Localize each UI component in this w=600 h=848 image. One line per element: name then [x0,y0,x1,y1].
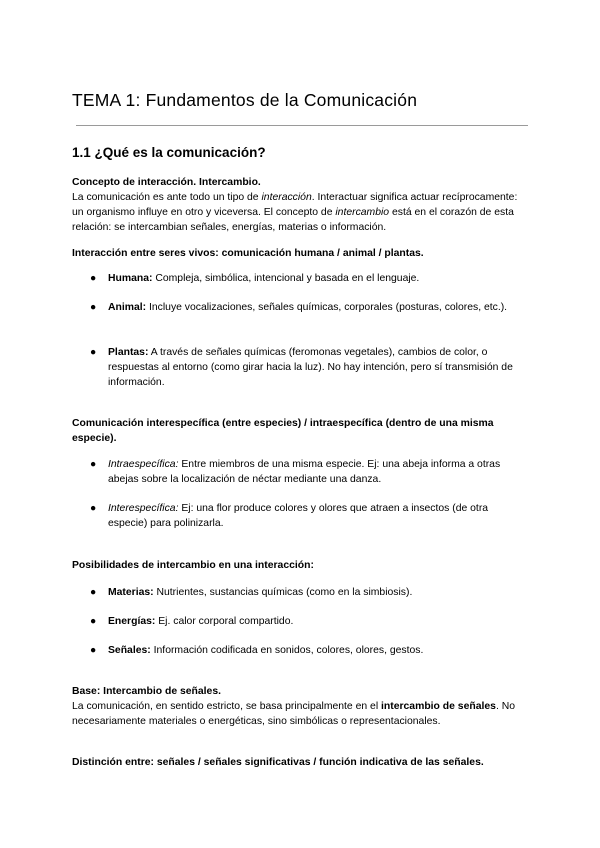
inter-intra-heading: Comunicación interespecífica (entre especies) / intraespecífica (dentro de una misma especie). [72,418,494,444]
item-text: Ej. calor corporal compartido. [155,616,294,627]
title-divider [76,125,528,126]
item-label: Señales: [108,645,151,656]
base-bold-1: intercambio de señales [381,701,496,712]
distincion-heading: Distinción entre: señales / señales significativas / función indicativa de las señales. [72,757,484,768]
inter-intra-list [72,457,528,487]
concepto-italic-1: interacción [261,192,312,203]
page-title: TEMA 1: Fundamentos de la Comunicación [72,90,418,110]
concepto-text-2: . Interactuar significa actuar recíprocamente: un organismo influye en otro y viceversa. El concepto de [72,192,518,218]
item-label: Intraespecífica: [108,459,179,470]
list-item [72,501,528,531]
concepto-text-1: La comunicación es ante todo un tipo de [72,192,262,203]
list-item [72,614,528,629]
item-label: Energías: [108,616,156,627]
posibilidades-list-3 [72,643,528,658]
list-item [72,345,528,390]
list-item [72,643,528,658]
bullet-icon: ● [90,645,97,656]
concepto-paragraph [72,190,528,235]
item-text: Compleja, simbólica, intencional y basada en el lenguaje. [152,273,420,284]
item-text: Entre miembros de una misma especie. Ej: una abeja informa a otras abejas sobre la localización de néctar mediante una danza. [108,459,501,485]
inter-intra-list-2 [72,501,528,531]
list-item [72,585,528,600]
concepto-text-3: está en el corazón de esta relación: se intercambian señales, energías, materias o información. [72,207,514,233]
item-label: Materias: [108,587,154,598]
bullet-icon: ● [90,459,97,470]
item-label: Interespecífica: [108,503,179,514]
list-item [72,457,528,487]
base-block [72,684,528,729]
item-text: Ej: una flor produce colores y olores que atraen a insectos (de otra especie) para polinizarla. [108,503,489,529]
list-item [72,300,528,315]
base-text-1: La comunicación, en sentido estricto, se basa principalmente en el [72,701,382,712]
base-text-2: . No necesariamente materiales o energéticas, sino simbólicas o representacionales. [72,701,515,727]
item-text: Incluye vocalizaciones, señales químicas, corporales (posturas, colores, etc.). [146,302,508,313]
bullet-icon: ● [90,273,97,284]
bullet-icon: ● [90,503,97,514]
bullet-icon: ● [90,347,97,358]
bullet-icon: ● [90,302,97,313]
interaccion-list-3 [72,345,528,390]
item-text: Nutrientes, sustancias químicas (como en la simbiosis). [153,587,413,598]
posibilidades-heading: Posibilidades de intercambio en una interacción: [72,560,314,571]
bullet-icon: ● [90,616,97,627]
section-heading: 1.1 ¿Qué es la comunicación? [72,145,266,160]
interaccion-block [72,246,528,261]
interaccion-heading: Interacción entre seres vivos: comunicación humana / animal / plantas. [72,248,424,259]
item-text: Información codificada en sonidos, colores, olores, gestos. [150,645,424,656]
item-label: Humana: [108,273,153,284]
concepto-italic-2: intercambio [335,207,390,218]
posibilidades-block [72,558,528,573]
base-paragraph [72,699,528,729]
distincion-block [72,755,528,770]
posibilidades-list-2 [72,614,528,629]
item-label: Plantas: [108,347,149,358]
concepto-block [72,175,528,235]
base-heading: Base: Intercambio de señales. [72,686,221,697]
list-item [72,271,528,286]
concepto-heading: Concepto de interacción. Intercambio. [72,177,261,188]
item-text: A través de señales químicas (feromonas vegetales), cambios de color, o respuestas al entorno (como girar hacia la luz). No hay intención, pero sí transmisión de información. [108,347,513,388]
interaccion-list [72,271,528,286]
interaccion-list-2 [72,300,528,315]
item-label: Animal: [108,302,147,313]
bullet-icon: ● [90,587,97,598]
posibilidades-list [72,585,528,600]
inter-intra-block [72,416,528,446]
